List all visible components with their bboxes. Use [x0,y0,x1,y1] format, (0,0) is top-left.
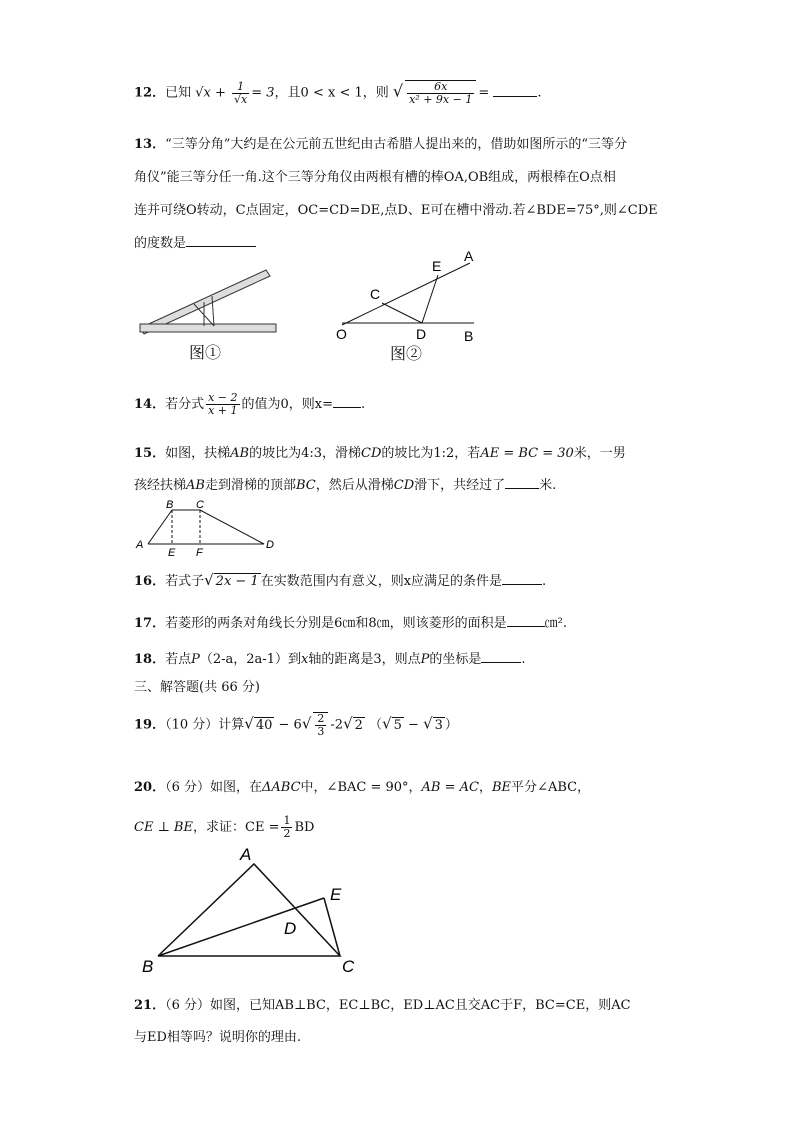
segment-be [158,898,324,956]
frac-numerator: x − 2 [208,391,238,404]
point-c-label: C [370,286,381,302]
q20-sep: ， [408,780,422,795]
q18-end: . [521,652,526,667]
rod-ob [140,324,276,332]
q15-text: 如图，扶梯 [165,446,231,461]
q18-p: P [191,652,200,667]
q15-eq: AE = BC = 30 [480,446,574,461]
question-number: 17． [134,616,166,631]
question-number: 19． [134,717,166,733]
q18-text: 的坐标是 [429,652,482,667]
frac-numerator: 1 [232,81,249,94]
q20-be: BE [492,780,512,795]
q20-angle: ∠BAC = 90° [326,780,409,795]
q15-cd: CD [361,446,382,461]
q20-ce-perp-be: CE ⊥ BE [134,820,193,835]
frac-denominator: √x [234,92,248,106]
trisector-figure-1 [134,262,294,362]
q18-text: 若点 [165,652,192,667]
trisector-drawing [140,270,276,334]
q16-mid: 在实数范围内有意义，则x应满足的条件是 [260,574,503,589]
q15-text: 的坡比为1:2，若 [381,446,481,461]
q12-fraction [232,81,249,106]
q15-text: 米. [539,478,557,493]
question-13 [134,128,674,260]
q21-line2: 与ED相等吗？说明你的理由. [134,1030,302,1045]
escalator-figure [134,496,284,556]
q15-bc: BC [295,478,316,493]
point-e-label: E [432,258,442,274]
q13-line1: “三等分角”大约是在公元前五世纪由古希腊人提出来的，借助如图所示的“三等分 [165,137,628,152]
answer-blank[interactable] [333,393,361,408]
radical-sign: √ [301,714,312,733]
point-b-label: B [142,957,154,976]
q19-paren: （ [369,717,383,733]
q12-prefix: 已知 [165,85,192,101]
point-c-label: C [342,957,355,976]
q12-tail: = [478,85,490,101]
frac-numerator: 1 [283,814,291,827]
question-18 [134,648,674,670]
q13-line4: 的度数是 [134,236,187,251]
frac-numerator: 2 [317,712,325,725]
q12-root-fraction [405,80,476,106]
answer-blank[interactable] [481,648,521,663]
point-a-label: A [136,539,144,551]
point-a-label: A [240,845,252,864]
trapezoid-outline [148,510,264,544]
q18-p: P [420,652,430,667]
triangle-abc [158,864,340,956]
q20-text: 平分 [511,780,538,795]
point-d-label: D [284,919,297,938]
q20-tri: ΔABC [262,780,301,795]
q16-radicand: 2x − 1 [215,574,259,589]
frac-denominator: 3 [317,725,325,738]
q15-text: 米，一男 [573,446,626,461]
q20-angle2: ∠ABC [537,780,578,795]
q20-sep: ， [577,780,591,795]
q12-end: . [537,85,542,101]
radical-sign: √ [204,571,214,589]
radical-sign: √ [244,714,254,733]
question-15 [134,438,674,502]
q16-end: . [542,574,547,589]
q20-text: 中， [300,780,327,795]
question-17 [134,612,674,634]
q20-bd: BD [294,820,315,835]
q12-condition: ，且0 < x < 1，则 [274,85,389,101]
question-number: 14． [134,397,166,412]
question-12 [134,80,674,106]
q19-minus6: − 6 [274,717,302,733]
question-number: 18． [134,652,166,667]
point-e-label: E [168,547,176,556]
q21-line1: （6 分）如图，已知AB⊥BC，EC⊥BC，ED⊥AC且交AC于F，BC=CE，则AC [165,998,631,1013]
answer-blank[interactable] [502,570,542,585]
q15-text: ，然后从滑梯 [315,478,394,493]
point-e-label: E [330,885,342,904]
question-16 [134,570,674,592]
radical-sign: √ [423,714,433,733]
point-d-label: D [416,326,427,342]
q17-unit: ㎝². [544,616,567,631]
q19-paren: ） [444,717,458,733]
q19-minus: − [403,717,424,733]
point-o-label: O [336,326,347,342]
q20-text: （6 分）如图，在 [165,780,262,795]
question-number: 15． [134,446,166,461]
radical-sign: √ [392,81,404,101]
q20-abac: AB = AC [421,780,479,795]
figure-2-caption: 图② [390,346,423,363]
trisector-figure-2 [330,245,490,365]
q15-cd: CD [393,478,415,493]
q20-text: ，求证： [192,820,245,835]
q15-text: 的坡比为4:3，滑梯 [249,446,361,461]
answer-blank[interactable] [507,612,545,627]
point-d-label: D [266,539,274,551]
q15-text: 滑下，共经过了 [414,478,506,493]
q19-fraction [313,712,328,738]
question-14 [134,392,674,417]
q13-line3: 连并可绕O转动，C点固定，OC=CD=DE,点D、E可在槽中滑动.若∠BDE=75°,则∠CDE [134,203,658,218]
q16-prefix: 若式子 [165,574,205,589]
q19-r2: 2 [354,717,363,733]
section-heading: 三、解答题(共 66 分) [134,680,260,695]
q19-minus2: -2 [330,717,344,733]
q15-ab: AB [186,478,205,493]
question-number: 21． [134,998,166,1013]
q15-ab: AB [230,446,250,461]
frac-denominator: x² + 9x − 1 [409,93,473,106]
q12-eq-lhs: √x + [195,85,231,101]
question-20 [134,768,674,848]
point-b-label: B [464,328,474,344]
q18-text: 轴的距离是3，则点 [308,652,421,667]
point-a-label: A [464,248,474,264]
point-c-label: C [196,499,204,511]
q20-ce: CE = [245,820,280,835]
q14-fraction [206,392,239,417]
q19-score: （10 分）计算 [165,717,245,733]
ray-oa [342,263,470,325]
triangle-figure [134,844,374,984]
q18-text: （2-a，2a-1）到 [199,652,301,667]
radical-sign: √ [343,714,353,733]
question-number: 12． [134,85,166,101]
q19-r40: 40 [255,717,273,733]
answer-blank[interactable] [186,232,256,247]
q15-text: 走到滑梯的顶部 [204,478,296,493]
point-b-label: B [166,499,174,511]
q12-eq-rhs: = 3 [251,85,275,101]
q20-fraction [281,815,292,840]
q19-r3: 3 [434,717,443,733]
q15-text: 孩经扶梯 [134,478,187,493]
question-21 [134,990,674,1054]
q13-line2: 角仪”能三等分任一角.这个三等分角仪由两根有槽的棒OA,OB组成，两根棒在O点相 [134,170,616,185]
q14-prefix: 若分式 [165,397,205,412]
frac-denominator: x + 1 [208,404,238,417]
figure-1-caption: 图① [189,345,222,362]
radical-sign: √ [382,714,392,733]
q20-sep: ， [478,780,492,795]
frac-denominator: 2 [283,827,291,840]
q17-text: 若菱形的两条对角线长分别是6㎝和8㎝，则该菱形的面积是 [165,616,507,631]
question-number: 20． [134,780,166,795]
q19-r5: 5 [393,717,402,733]
answer-blank[interactable] [493,82,537,97]
q14-mid: 的值为0，则x= [241,397,334,412]
q18-x: x [300,652,309,667]
q14-end: . [361,397,366,412]
question-number: 16． [134,574,166,589]
question-number: 13． [134,137,166,152]
point-f-label: F [196,547,203,556]
segment-cd [382,303,422,323]
answer-blank[interactable] [505,474,539,489]
question-19 [134,712,674,738]
frac-numerator: 6x [407,81,474,94]
